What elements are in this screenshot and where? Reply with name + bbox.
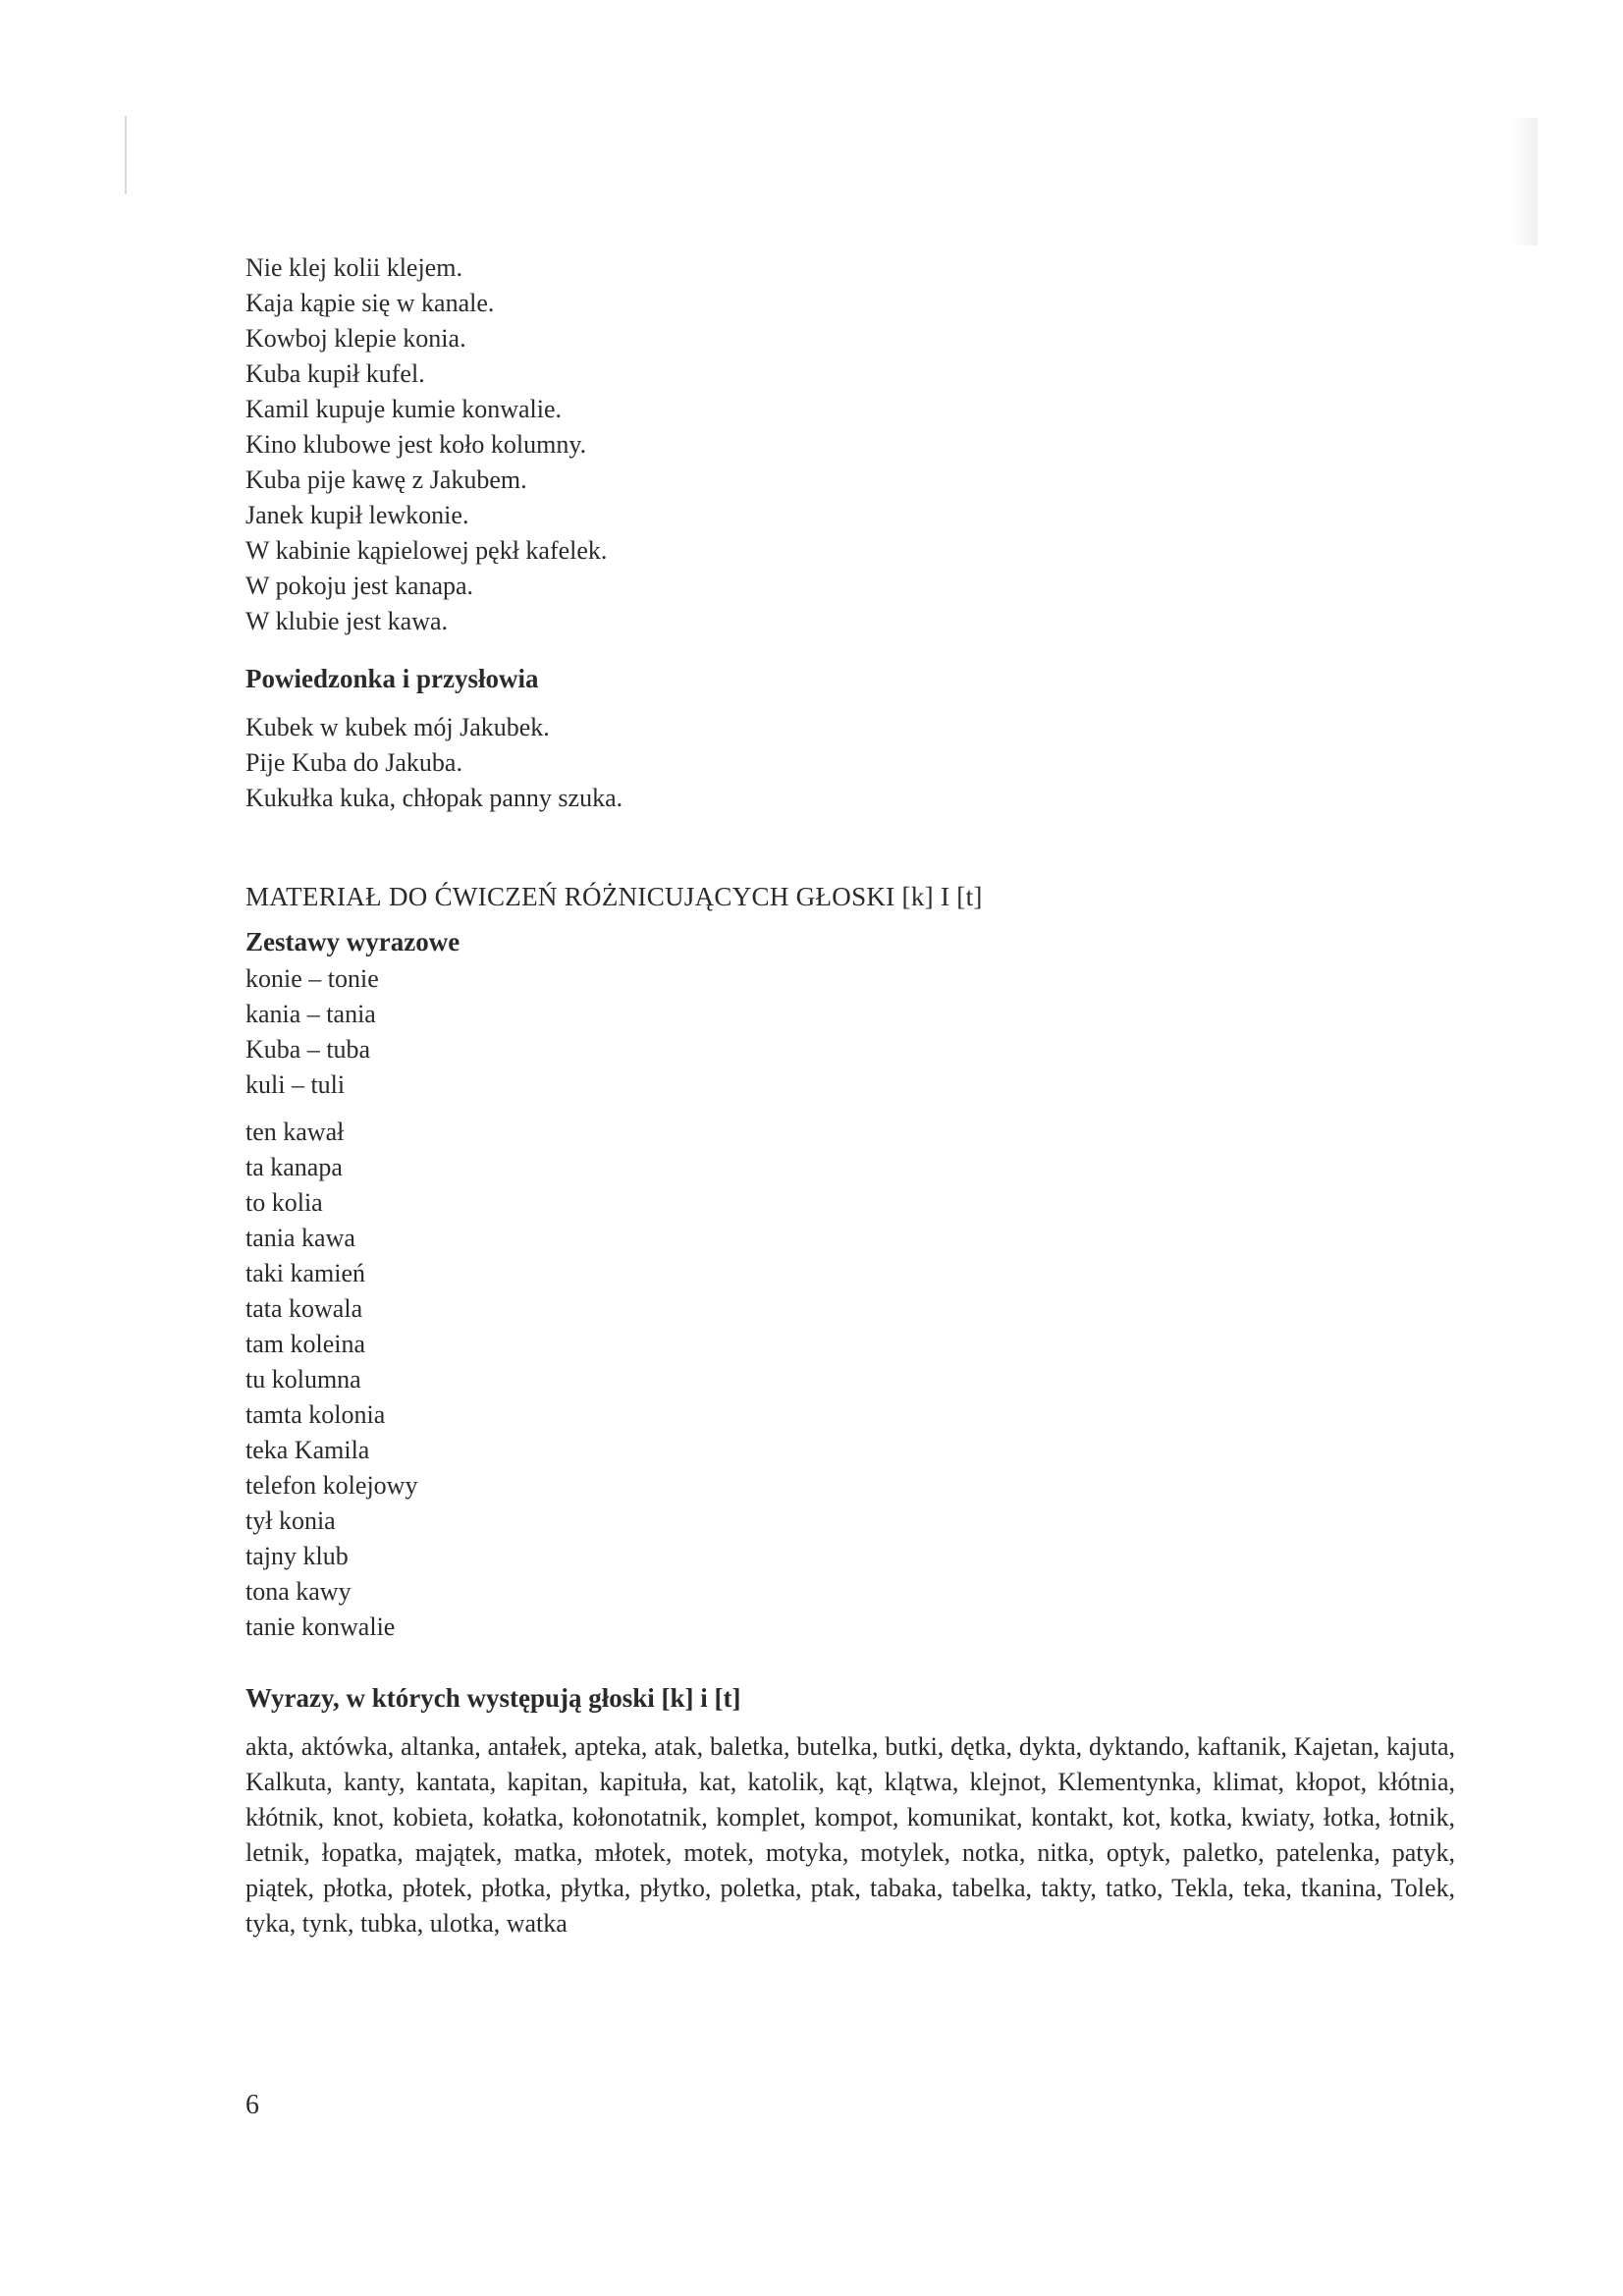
phrase-line: ten kawał [245,1118,345,1146]
sentence-line: Nie klej kolii klejem. [245,253,462,282]
phrase-line: tata kowala [245,1294,363,1323]
sentence-line: Janek kupił lewkonie. [245,501,469,529]
phrase-list [245,1115,1463,1645]
sentence-line: Kamil kupuje kumie konwalie. [245,395,563,423]
sentence-line: W pokoju jest kanapa. [245,572,474,600]
sayings-list [245,710,1463,816]
phrase-line: tona kawy [245,1577,352,1606]
sentence-line: Kuba pije kawę z Jakubem. [245,465,527,494]
scan-margin-mark [125,116,127,194]
word-pair: Kuba – tuba [245,1035,371,1064]
word-pairs-list [245,961,1463,1103]
scan-edge-shade [1512,118,1538,246]
saying-line: Kukułka kuka, chłopak panny szuka. [245,784,623,812]
phrase-line: tanie konwalie [245,1613,396,1641]
sentence-list [245,250,1463,639]
phrase-line: tam koleina [245,1330,366,1358]
phrase-line: tamta kolonia [245,1400,386,1429]
word-pair: kania – tania [245,1000,376,1028]
page-number: 6 [245,2090,259,2120]
sentence-line: Kaja kąpie się w kanale. [245,289,495,317]
word-sets-heading: Zestawy wyrazowe [245,927,460,957]
phrase-line: taki kamień [245,1259,366,1287]
sentence-line: Kuba kupił kufel. [245,359,425,388]
page-content [245,250,1463,1941]
words-heading: Wyrazy, w których występują głoski [k] i [t] [245,1683,741,1713]
phrase-line: tu kolumna [245,1365,361,1394]
phrase-line: ta kanapa [245,1153,343,1181]
phrase-line: telefon kolejowy [245,1471,418,1500]
word-pair: kuli – tuli [245,1070,346,1099]
sentence-line: W kabinie kąpielowej pękł kafelek. [245,536,608,565]
saying-line: Kubek w kubek mój Jakubek. [245,713,550,741]
sentence-line: Kino klubowe jest koło kolumny. [245,430,587,459]
phrase-line: teka Kamila [245,1436,370,1464]
section-heading: MATERIAŁ DO ĆWICZEŃ RÓŻNICUJĄCYCH GŁOSKI [k] I [t] [245,882,983,911]
phrase-line: tania kawa [245,1224,355,1252]
sentence-line: Kowboj klepie konia. [245,324,466,353]
word-pair: konie – tonie [245,964,379,993]
saying-line: Pije Kuba do Jakuba. [245,748,462,777]
sayings-heading: Powiedzonka i przysłowia [245,664,539,693]
words-paragraph: akta, aktówka, altanka, antałek, apteka, atak, baletka, butelka, butki, dętka, dykta, dyktando, kaftanik, Kajetan, kajuta, Kalkuta, kanty, kantata, kapitan, kapituła, kat, katolik, kąt, klątwa, klejnot, Klementynka, klimat, kłopot, kłótnia, kłótnik, knot, kobieta, kołatka, kołonotatnik, komplet, kompot, komunikat, kontakt, kot, kotka, kwiaty, łotka, łotnik, letnik, łopatka, majątek, matka, młotek, motek, motyka, motylek, notka, nitka, optyk, paletko, patelenka, patyk, piątek, płotka, płotek, płotka, płytka, płytko, poletka, ptak, tabaka, tabelka, takty, tatko, Tekla, teka, tkanina, Tolek, tyka, tynk, tubka, ulotka, watka [245,1732,1455,1938]
phrase-line: tył konia [245,1506,336,1535]
phrase-line: tajny klub [245,1542,349,1570]
phrase-line: to kolia [245,1188,323,1217]
sentence-line: W klubie jest kawa. [245,607,449,635]
